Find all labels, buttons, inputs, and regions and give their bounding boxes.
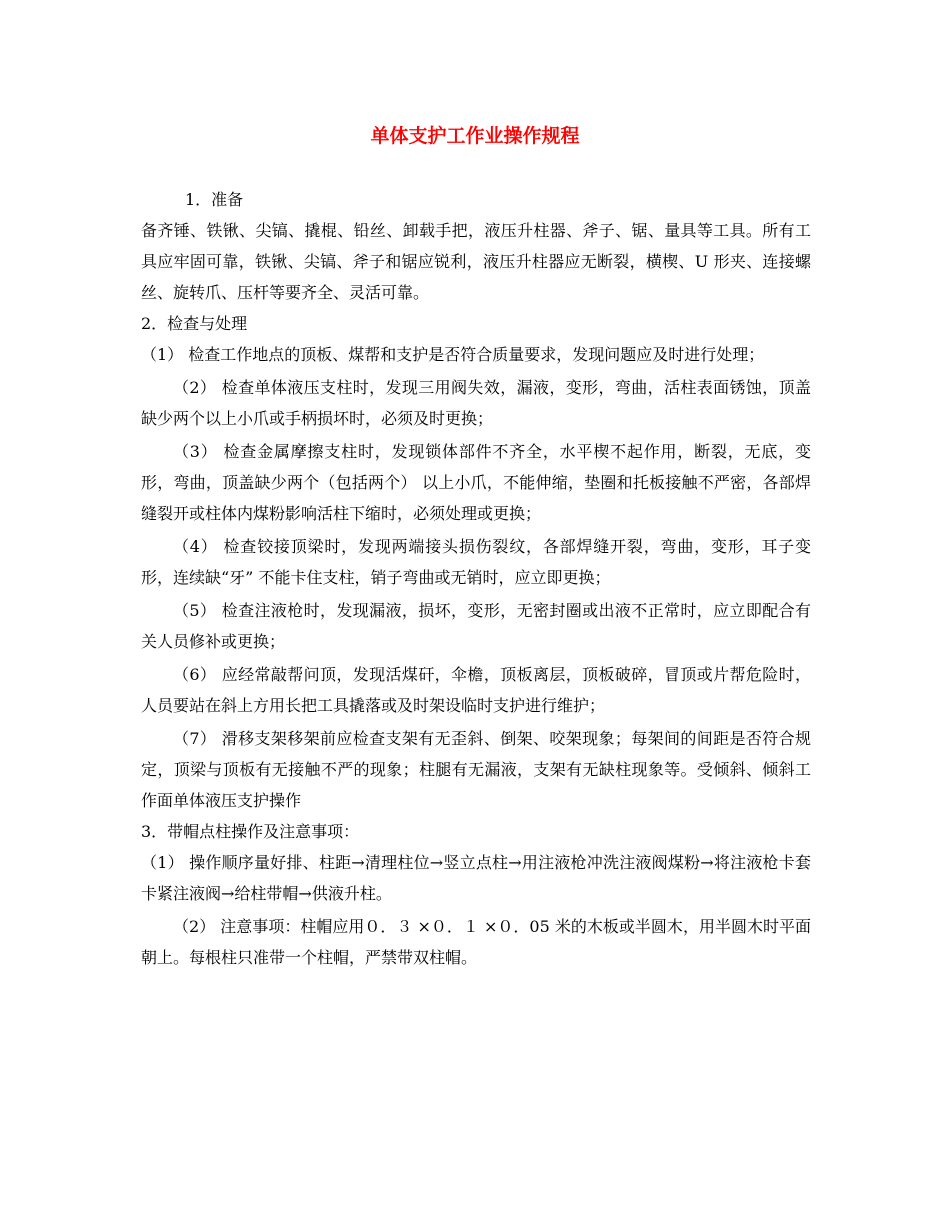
list-item: （1） 检查工作地点的顶板、煤帮和支护是否符合质量要求，发现问题应及时进行处理； <box>141 345 765 364</box>
section-heading-cap-prop: 3．带帽点柱操作及注意事项： <box>141 822 360 841</box>
document-title: 单体支护工作业操作规程 <box>370 125 580 147</box>
list-item: （2） 注意事项：柱帽应用０．３ ×０．１ ×０．05 米的木板或半圆木，用半圆木时平面朝上。每根柱只准带一个柱帽，严禁带双柱帽。 <box>141 917 811 967</box>
list-item: （6） 应经常敲帮问顶，发现活煤矸，伞檐，顶板离层，顶板破碎，冒顶或片帮危险时，人员要站在斜上方用长把工具撬落或及时架设临时支护进行维护； <box>141 665 811 715</box>
section-heading-inspection: 2．检查与处理 <box>141 314 248 333</box>
list-item: （7） 滑移支架移架前应检查支架有无歪斜、倒架、咬架现象；每架间的间距是否符合规定，顶梁与顶板有无接触不严的现象；柱腿有无漏液，支架有无缺柱现象等。受倾斜、倾斜工作面单体液压支护操作 <box>141 729 811 810</box>
paragraph-tools: 备齐锤、铁锹、尖镐、撬棍、铅丝、卸载手把，液压升柱器、斧子、锯、量具等工具。所有工具应牢固可靠，铁锹、尖镐、斧子和锯应锐利，液压升柱器应无断裂，横楔、U 形夹、连接螺丝、旋转爪、压杆等要齐全、灵活可靠。 <box>141 221 811 302</box>
list-item: （2） 检查单体液压支柱时，发现三用阀失效，漏液，变形，弯曲，活柱表面锈蚀，顶盖缺少两个以上小爪或手柄损坏时，必须及时更换； <box>141 378 811 428</box>
list-item: （5） 检查注液枪时，发现漏液，损坏，变形，无密封圈或出液不正常时，应立即配合有关人员修补或更换； <box>141 601 811 651</box>
document-body <box>141 184 811 973</box>
list-item: （3） 检查金属摩擦支柱时，发现锁体部件不齐全，水平楔不起作用，断裂，无底，变形，弯曲，顶盖缺少两个（包括两个） 以上小爪，不能伸缩，垫圈和托板接触不严密，各部焊缝裂开或柱体内煤粉影响活柱下缩时，必须处理或更换； <box>141 442 811 523</box>
section-heading-preparation: 1．准备 <box>185 190 244 209</box>
list-item: （1） 操作顺序量好排、柱距→清理柱位→竖立点柱→用注液枪冲洗注液阀煤粉→将注液枪卡套卡紧注液阀→给柱带帽→供液升柱。 <box>141 853 811 903</box>
list-item: （4） 检查铰接顶梁时，发现两端接头损伤裂纹，各部焊缝开裂，弯曲，变形，耳子变形，连续缺“牙” 不能卡住支柱，销子弯曲或无销时，应立即更换； <box>141 537 811 587</box>
